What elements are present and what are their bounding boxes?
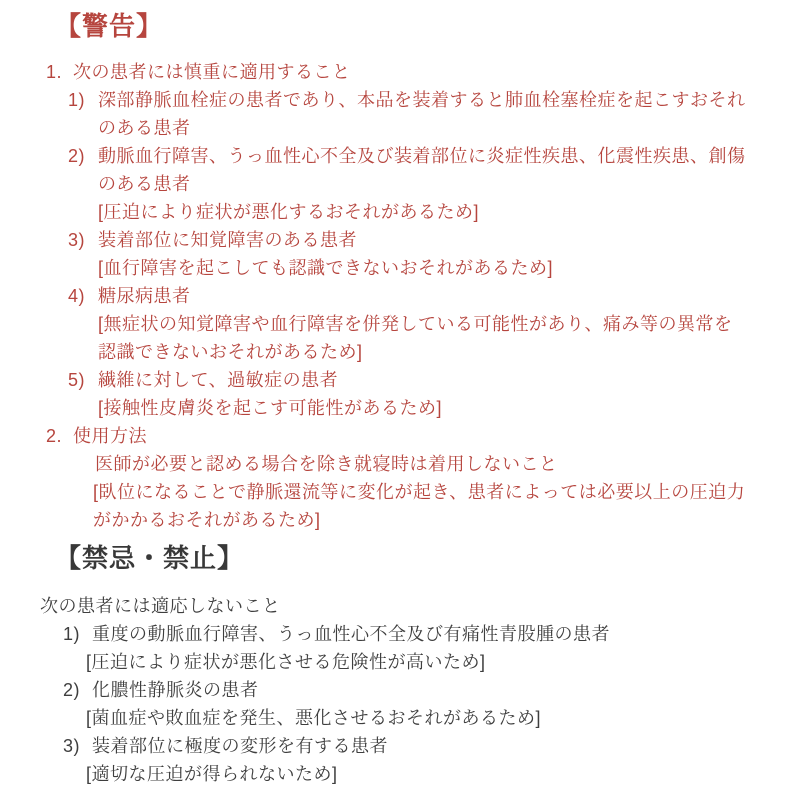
contraindication-subitem-2 bbox=[38, 676, 750, 704]
contraindication-subitem-1 bbox=[38, 620, 750, 648]
subitem-text: 化膿性静脈炎の患者 bbox=[92, 680, 259, 700]
contraindication-section bbox=[38, 542, 750, 788]
item-heading: 使用方法 bbox=[73, 426, 147, 446]
subitem-text: 装着部位に極度の変形を有する患者 bbox=[92, 736, 388, 756]
subitem-number: 3) bbox=[63, 736, 81, 756]
warning-section bbox=[38, 10, 750, 534]
subitem-text: 繊維に対して、過敏症の患者 bbox=[98, 370, 339, 390]
item-heading: 次の患者には慎重に適用すること bbox=[73, 62, 351, 82]
subitem-text: 装着部位に知覚障害のある患者 bbox=[98, 230, 357, 250]
subitem-note: [無症状の知覚障害や血行障害を併発している可能性があり、痛み等の異常を認識できないおそれがあるため] bbox=[98, 314, 733, 362]
warning-item-2 bbox=[38, 422, 750, 450]
subitem-number: 2) bbox=[63, 680, 81, 700]
subitem-text: 重度の動脈血行障害、うっ血性心不全及び有痛性青股腫の患者 bbox=[92, 624, 610, 644]
subitem-number: 3) bbox=[68, 230, 86, 250]
item-number: 1. bbox=[46, 62, 63, 82]
subitem-number: 4) bbox=[68, 286, 86, 306]
contraindication-subitem-3 bbox=[38, 732, 750, 760]
subitem-note: [圧迫により症状が悪化させる危険性が高いため] bbox=[86, 652, 486, 672]
subitem-text: 動脈血行障害、うっ血性心不全及び装着部位に炎症性疾患、化震性疾患、創傷のある患者 bbox=[98, 146, 746, 194]
warning-item-1 bbox=[38, 58, 750, 86]
subitem-number: 2) bbox=[68, 146, 86, 166]
usage-note: [臥位になることで静脈還流等に変化が起き、患者によっては必要以上の圧迫力がかかるおそれがあるため] bbox=[93, 482, 746, 530]
warning-subitem-3 bbox=[38, 226, 750, 254]
subitem-number: 5) bbox=[68, 370, 86, 390]
warning-section-title: 【警告】 bbox=[55, 11, 164, 41]
subitem-note: [圧迫により症状が悪化するおそれがあるため] bbox=[98, 202, 479, 222]
usage-instruction: 医師が必要と認める場合を除き就寝時は着用しないこと bbox=[95, 454, 558, 474]
item-number: 2. bbox=[46, 426, 63, 446]
subitem-text: 糖尿病患者 bbox=[98, 286, 191, 306]
subitem-text: 深部静脈血栓症の患者であり、本品を装着すると肺血栓塞栓症を起こすおそれのある患者 bbox=[98, 90, 746, 138]
subitem-number: 1) bbox=[68, 90, 86, 110]
warning-subitem-2 bbox=[38, 142, 750, 198]
warning-subitem-4 bbox=[38, 282, 750, 310]
warning-subitem-1 bbox=[38, 86, 750, 142]
subitem-number: 1) bbox=[63, 624, 81, 644]
warning-subitem-5 bbox=[38, 366, 750, 394]
subitem-note: [適切な圧迫が得られないため] bbox=[86, 764, 338, 784]
subitem-note: [血行障害を起こしても認識できないおそれがあるため] bbox=[98, 258, 553, 278]
subitem-note: [菌血症や敗血症を発生、悪化させるおそれがあるため] bbox=[86, 708, 541, 728]
contraindication-section-title: 【禁忌・禁止】 bbox=[55, 543, 245, 573]
contraindication-lead: 次の患者には適応しないこと bbox=[40, 596, 281, 616]
subitem-note: [接触性皮膚炎を起こす可能性があるため] bbox=[98, 398, 443, 418]
